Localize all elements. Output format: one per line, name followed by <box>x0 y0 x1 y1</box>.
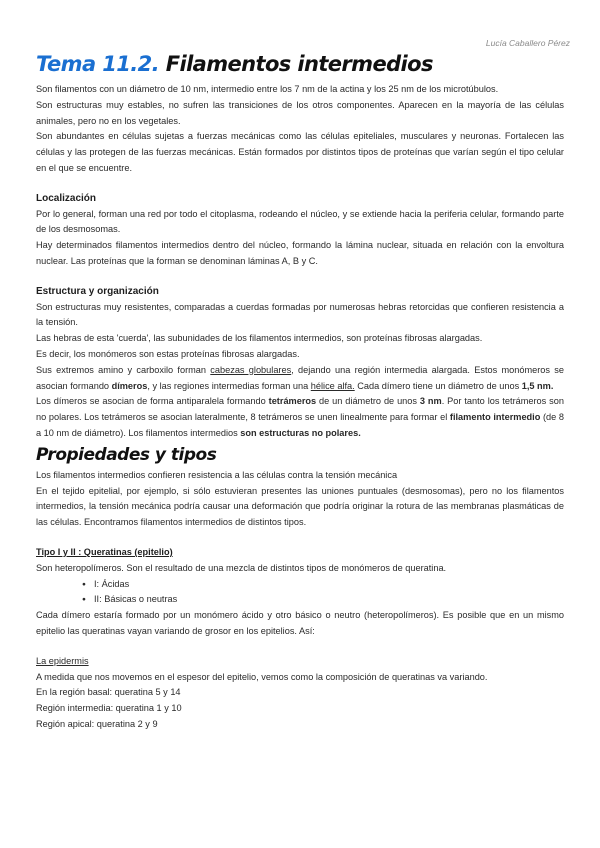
bold-term: dímeros <box>111 380 148 391</box>
text-run: Sus extremos amino y carboxilo forman <box>36 364 211 375</box>
bold-term: son estructuras no polares. <box>240 427 361 438</box>
intro-paragraph: Son abundantes en células sujetas a fuerzas mecánicas como las células epiteliales, musculares y neuronas. Fortalecen las células y las protegen de las fuerzas mecánicas. Están formados por distintos tipos de proteínas que varían según el tipo celular en el que se encuentre. <box>36 131 564 173</box>
title-name: Filamentos intermedios <box>165 52 433 76</box>
paragraph: Hay determinados filamentos intermedios dentro del núcleo, formando la lámina nuclear, situada en relación con la envoltura nuclear. Las proteínas que la forman se denominan láminas A, B y C. <box>36 240 564 266</box>
underlined-term: hélice alfa. <box>310 380 355 391</box>
paragraph: Son heteropolímeros. Son el resultado de una mezcla de distintos tipos de monómeros de queratina. <box>36 562 447 573</box>
section-heading-localizacion: Localización <box>36 192 97 204</box>
section-heading-estructura: Estructura y organización <box>36 285 159 297</box>
text-run: Cada dímero tiene un diámetro de unos <box>354 380 522 391</box>
list-line: En la región basal: queratina 5 y 14 <box>36 687 181 698</box>
text-run: de un diámetro de unos <box>316 396 420 407</box>
title-number: Tema 11.2. <box>36 52 160 76</box>
paragraph: En el tejido epitelial, por ejemplo, si sólo estuvieran presentes las uniones puntuales (desmosomas), pero no los filamentos intermedios, la tensión mecánica podría causar una deformación que podría originar la rotura de las membranas plasmáticas de las células. Encontramos filamentos intermedios de distintos tipos. <box>36 485 564 528</box>
paragraph: Por lo general, forman una red por todo el citoplasma, rodeando el núcleo, y se extiende hacia la periferia celular, formando parte de los desmosomas. <box>36 208 564 235</box>
paragraph: Los filamentos intermedios confieren resistencia a las células contra la tensión mecánica <box>36 469 398 480</box>
list-line: Región intermedia: queratina 1 y 10 <box>36 703 182 714</box>
bullet-list <box>36 577 564 609</box>
list-line: Región apical: queratina 2 y 9 <box>36 718 158 729</box>
paragraph-dimeros <box>36 363 564 395</box>
paragraph: A medida que nos movemos en el espesor del epitelio, vemos como la composición de queratinas va variando. <box>36 671 488 682</box>
bold-term: 3 nm <box>419 396 442 407</box>
paragraph: Es decir, los monómeros son estas proteínas fibrosas alargadas. <box>36 348 300 359</box>
paragraph-tetrameros <box>36 394 564 441</box>
intro-paragraph: Son estructuras muy estables, no sufren las transiciones de los otros componentes. Aparecen en la mayoría de las células animales, pero no en los vegetales. <box>36 99 564 126</box>
bold-term: 1,5 nm. <box>521 380 554 391</box>
paragraph: Las hebras de esta 'cuerda', las subunidades de los filamentos intermedios, son proteínas fibrosas alargadas. <box>36 333 483 344</box>
paragraph: Son estructuras muy resistentes, comparadas a cuerdas formadas por numerosas hebras retorcidas que confieren resistencia a la tensión. <box>36 301 564 328</box>
section-heading-epidermis: La epidermis <box>36 655 89 666</box>
intro-paragraph: Son filamentos con un diámetro de 10 nm, intermedio entre los 7 nm de la actina y los 25 nm de los microtúbulos. <box>36 84 499 94</box>
text-run: , y las regiones intermedias forman una <box>147 380 311 391</box>
bold-term: filamento intermedio <box>449 412 541 423</box>
author-name: Lucía Caballero Pérez <box>485 38 570 48</box>
bold-term: tetrámeros <box>268 396 317 407</box>
text-run: (de 8 a 10 nm de diámetro). Los filamentos intermedios <box>36 412 565 438</box>
text-run: Los dímeros se asocian de forma antiparalela formando <box>36 396 269 407</box>
text-run: . Por tanto los tetrámeros son no polares. Los tetrámeros se asocian lateralmente, 8 tetrámeros se unen linealmente para formar el <box>36 396 564 423</box>
underlined-term: cabezas globulares <box>210 364 292 375</box>
section-title-propiedades: Propiedades y tipos <box>36 444 217 465</box>
text-run: , dejando una región intermedia alargada. Estos monómeros se asocian formando <box>36 364 564 391</box>
document-body <box>36 82 564 733</box>
paragraph: Cada dímero estaría formado por un monómero ácido y otro básico o neutro (heteropolímeros). Es posible que en un mismo epitelio las queratinas vayan variando de grosor en los epitelios. Así: <box>36 610 564 636</box>
list-item: ● I: Ácidas <box>94 577 564 593</box>
list-item: ● II: Básicas o neutras <box>94 592 564 608</box>
page-title <box>36 50 433 78</box>
section-heading-tipo-1-2: Tipo I y II : Queratinas (epitelio) <box>36 546 173 557</box>
